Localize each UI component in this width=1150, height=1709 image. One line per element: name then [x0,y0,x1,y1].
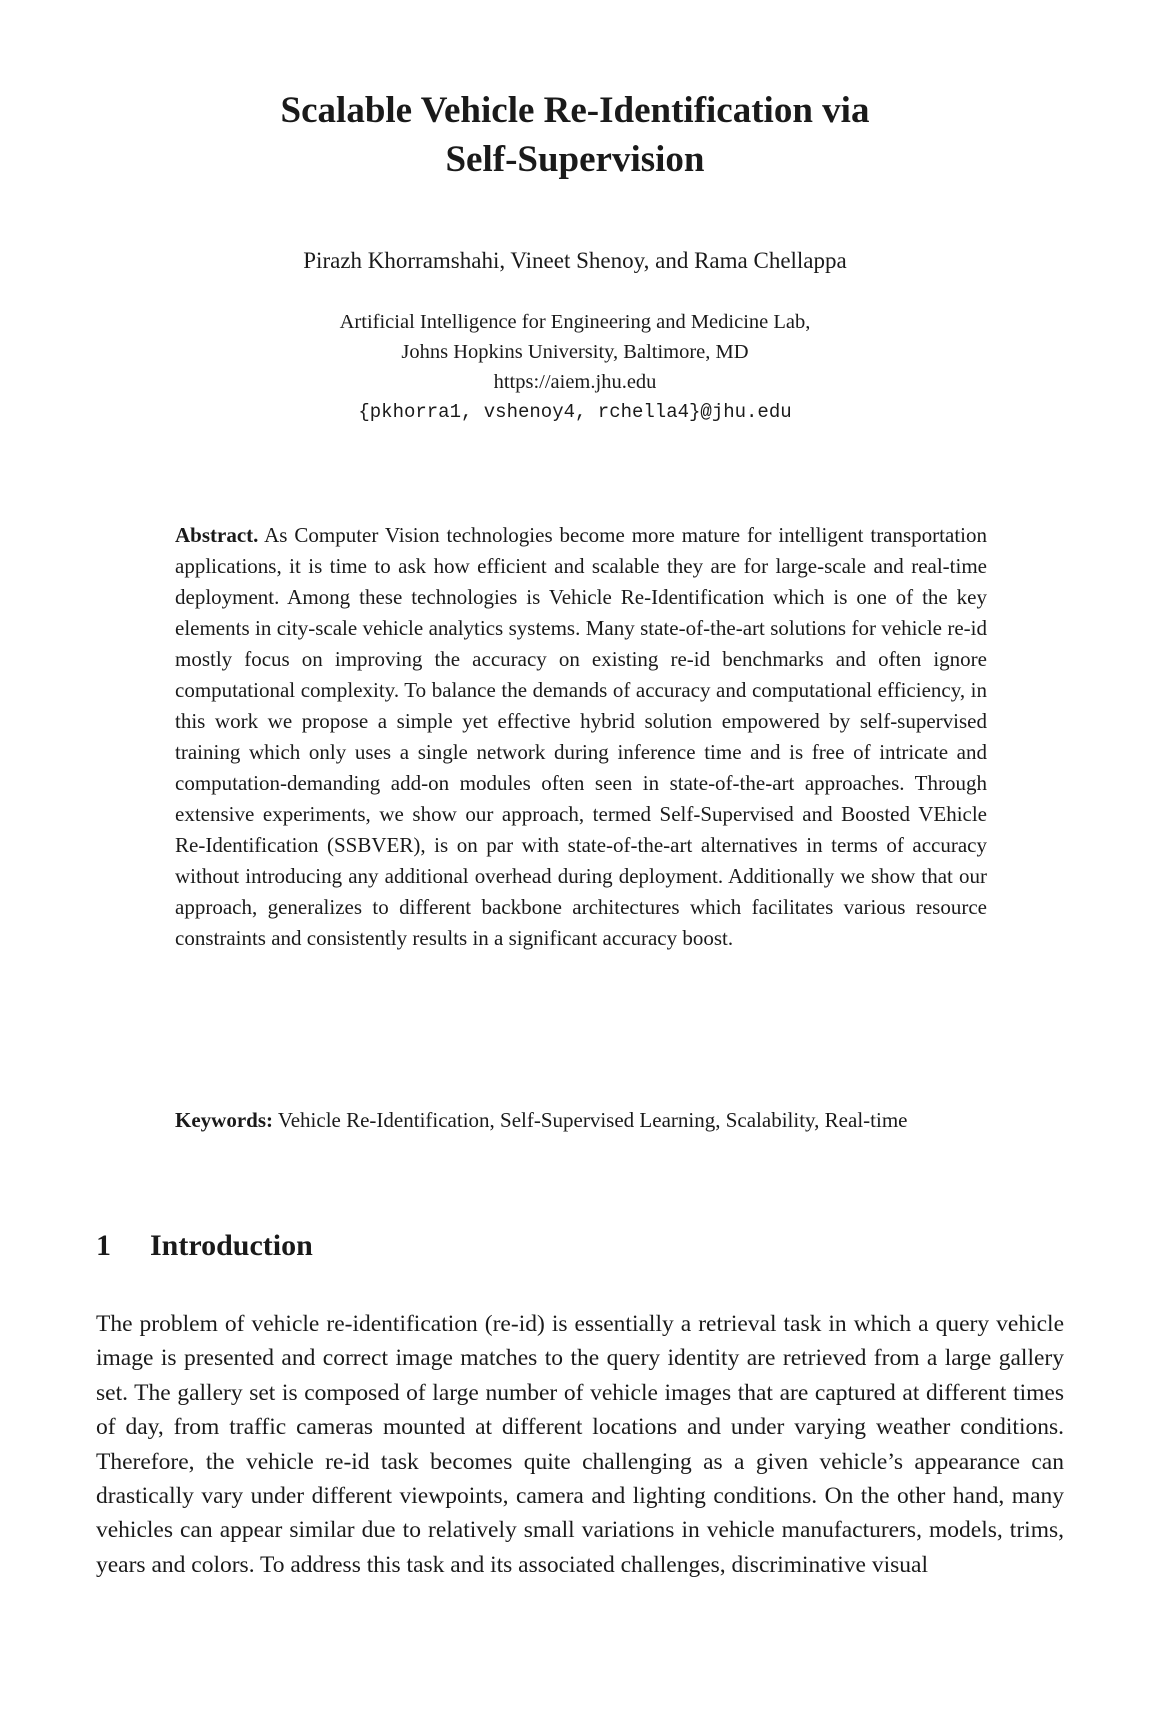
title-line-1: Scalable Vehicle Re-Identification via [280,90,870,131]
section-title: Introduction [150,1229,313,1262]
affiliation-block [0,307,1150,427]
affiliation-university: Johns Hopkins University, Baltimore, MD [401,341,749,363]
affiliation-emails: {pkhorra1, vshenoy4, rchella4}@jhu.edu [358,401,792,423]
title-line-2: Self-Supervision [445,139,705,180]
affiliation-url: https://aiem.jhu.edu [493,371,657,393]
author-list: Pirazh Khorramshahi, Vineet Shenoy, and Rama Chellappa [303,248,847,273]
keywords [175,1105,987,1136]
abstract-label: Abstract. [175,523,259,547]
paper-title [0,86,1150,184]
abstract [175,520,987,954]
affiliation-lab: Artificial Intelligence for Engineering and Medicine Lab, [339,311,811,333]
section-heading-introduction [96,1228,313,1264]
introduction-paragraph: The problem of vehicle re-identification (re-id) is essentially a retrieval task in which a query vehicle image is presented and correct image matches to the query identity are retrieved from a large gallery set. The gallery set is composed of large number of vehicle images that are captured at different times of day, from traffic cameras mounted at different locations and under varying weather conditions. Therefore, the vehicle re-id task becomes quite challenging as a given vehicle’s appearance can drastically vary under different viewpoints, camera and lighting conditions. On the other hand, many vehicles can appear similar due to relatively small variations in vehicle manufacturers, models, trims, years and colors. To address this task and its associated challenges, discriminative visual [96,1311,1064,1578]
abstract-text: As Computer Vision technologies become more mature for intelligent transportation applications, it is time to ask how efficient and scalable they are for large-scale and real-time deployment. Among these technologies is Vehicle Re-Identification which is one of the key elements in city-scale vehicle analytics systems. Many state-of-the-art solutions for vehicle re-id mostly focus on improving the accuracy on existing re-id benchmarks and often ignore computational complexity. To balance the demands of accuracy and computational efficiency, in this work we propose a simple yet effective hybrid solution empowered by self-supervised training which only uses a single network during inference time and is free of intricate and computation-demanding add-on modules often seen in state-of-the-art approaches. Through extensive experiments, we show our approach, termed Self-Supervised and Boosted VEhicle Re-Identification (SSBVER), is on par with state-of-the-art alternatives in terms of accuracy without introducing any additional overhead during deployment. Additionally we show that our approach, generalizes to different backbone architectures which facilitates various resource constraints and consistently results in a significant accuracy boost. [175,523,987,950]
keywords-label: Keywords: [175,1108,273,1132]
section-number: 1 [96,1229,111,1262]
keywords-text: Vehicle Re-Identification, Self-Supervised Learning, Scalability, Real-time [277,1108,908,1132]
